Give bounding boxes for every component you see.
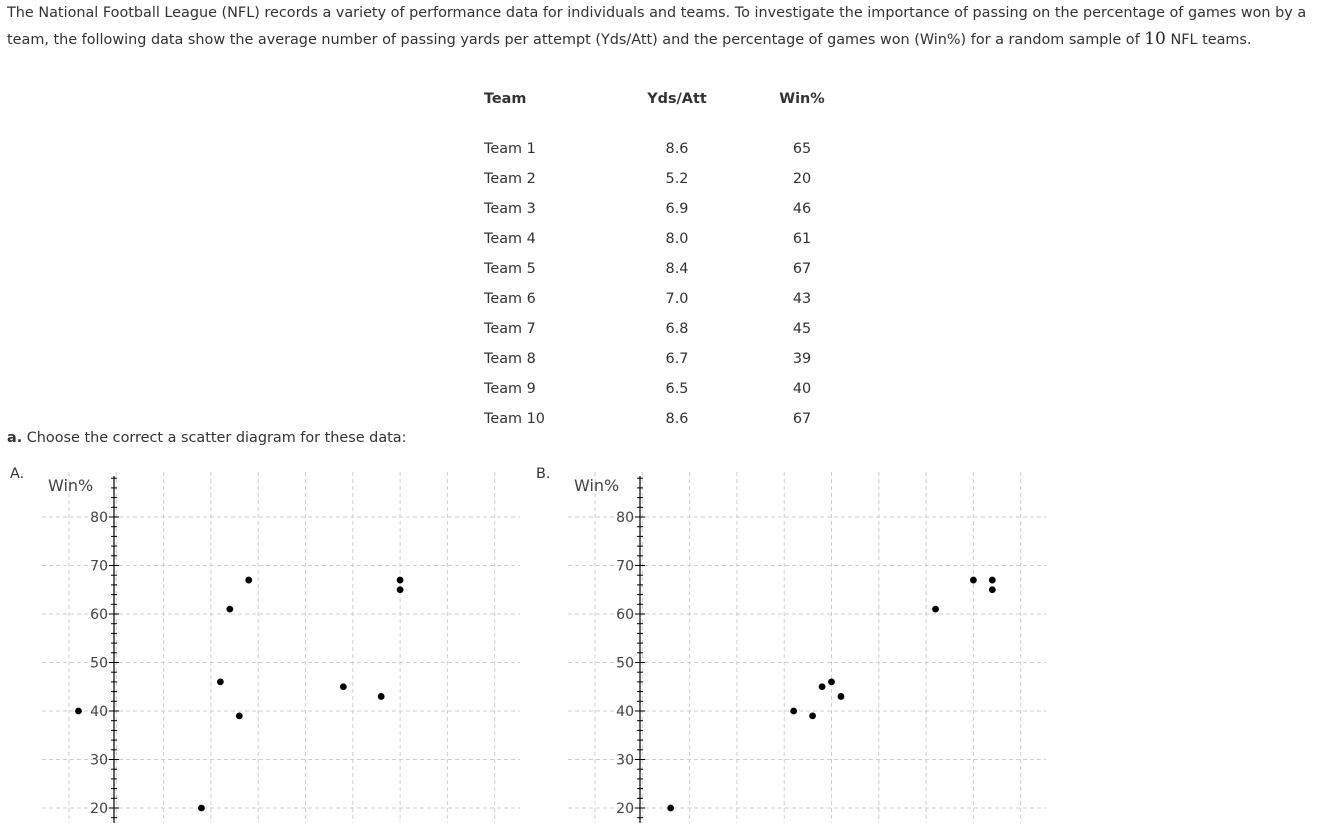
problem-statement — [7, 0, 1329, 53]
cell-team: Team 6 — [484, 291, 536, 307]
cell-yds-att: 6.9 — [665, 201, 689, 217]
y-tick-label: 20 — [616, 801, 634, 817]
cell-win-pct: 67 — [792, 411, 812, 427]
cell-team: Team 7 — [484, 321, 536, 337]
data-point — [829, 679, 835, 685]
y-tick-label: 80 — [90, 510, 108, 526]
header-win-pct: Win% — [779, 91, 825, 107]
data-point — [838, 693, 844, 699]
data-point — [340, 684, 346, 690]
table-row — [474, 164, 864, 194]
table-row — [474, 134, 864, 164]
cell-yds-att: 8.6 — [665, 141, 689, 157]
cell-win-pct: 67 — [792, 261, 812, 277]
table-row — [474, 224, 864, 254]
data-point — [810, 713, 816, 719]
data-point — [397, 577, 403, 583]
data-point — [791, 708, 797, 714]
data-point — [198, 805, 204, 811]
y-axis-label: Win% — [48, 476, 94, 495]
y-tick-label: 60 — [616, 607, 634, 623]
data-point — [75, 708, 81, 714]
cell-win-pct: 46 — [792, 201, 812, 217]
question-part: a. — [7, 430, 23, 446]
data-point — [246, 577, 252, 583]
data-point — [227, 606, 233, 612]
cell-win-pct: 45 — [792, 321, 812, 337]
cell-team: Team 4 — [484, 231, 536, 247]
header-team: Team — [484, 91, 527, 107]
data-point — [236, 713, 242, 719]
data-point — [970, 577, 976, 583]
question-a — [7, 428, 406, 448]
y-axis-label: Win% — [574, 476, 620, 495]
y-tick-label: 40 — [616, 704, 634, 720]
cell-team: Team 10 — [484, 411, 545, 427]
table-row — [474, 254, 864, 284]
y-tick-label: 40 — [90, 704, 108, 720]
cell-yds-att: 8.0 — [665, 231, 689, 247]
data-table — [474, 86, 864, 434]
y-tick-label: 50 — [616, 655, 634, 672]
data-point — [989, 577, 995, 583]
y-tick-label: 80 — [616, 510, 634, 526]
option-b-label[interactable]: B. — [536, 466, 551, 482]
table-row — [474, 314, 864, 344]
y-tick-label: 20 — [90, 801, 108, 817]
y-tick-label: 30 — [90, 752, 108, 769]
table-spacer — [474, 112, 864, 134]
cell-win-pct: 39 — [792, 351, 812, 367]
cell-yds-att: 8.6 — [665, 411, 689, 427]
cell-win-pct: 43 — [792, 291, 812, 307]
cell-yds-att: 6.8 — [665, 321, 689, 337]
y-tick-label: 30 — [616, 752, 634, 769]
y-tick-label: 70 — [90, 558, 108, 575]
data-point — [668, 805, 674, 811]
y-tick-label: 50 — [90, 655, 108, 672]
cell-team: Team 1 — [484, 141, 536, 157]
table-row — [474, 194, 864, 224]
cell-win-pct: 61 — [792, 231, 812, 247]
cell-team: Team 8 — [484, 351, 536, 367]
data-point — [217, 679, 223, 685]
cell-team: Team 5 — [484, 261, 536, 277]
scatter-plot-a[interactable] — [42, 472, 520, 823]
table-row — [474, 344, 864, 374]
cell-win-pct: 20 — [792, 171, 812, 187]
data-point — [989, 587, 995, 593]
cell-yds-att: 8.4 — [665, 261, 689, 277]
problem-text-end: NFL teams. — [1165, 32, 1252, 48]
cell-win-pct: 40 — [792, 381, 812, 397]
data-point — [819, 684, 825, 690]
option-a-label[interactable]: A. — [10, 466, 25, 482]
header-yds-att: Yds/Att — [647, 91, 707, 107]
cell-yds-att: 5.2 — [665, 171, 689, 187]
y-tick-label: 60 — [90, 607, 108, 623]
y-tick-label: 70 — [616, 558, 634, 575]
sample-size: 10 — [1144, 29, 1166, 49]
scatter-plot-b[interactable] — [568, 472, 1046, 823]
data-point — [378, 693, 384, 699]
table-row — [474, 284, 864, 314]
cell-team: Team 3 — [484, 201, 536, 217]
cell-yds-att: 6.5 — [665, 381, 689, 397]
cell-yds-att: 7.0 — [665, 291, 689, 307]
table-row — [474, 374, 864, 404]
table-header-row — [474, 86, 864, 112]
data-point — [397, 587, 403, 593]
question-text: Choose the correct a scatter diagram for these data: — [22, 430, 407, 446]
cell-yds-att: 6.7 — [665, 351, 689, 367]
problem-text-start: The National Football League (NFL) records a variety of performance data for individuals and teams. To investigate the importance of passing on the percentage of games won by a team, the following data show the average number of passing yards per attempt (Yds/Att) and the percentage of games won (Win%) for a random sample of — [7, 5, 1307, 48]
cell-team: Team 2 — [484, 171, 536, 187]
cell-team: Team 9 — [484, 381, 536, 397]
table-row — [474, 404, 864, 434]
cell-win-pct: 65 — [792, 141, 812, 157]
data-point — [933, 606, 939, 612]
